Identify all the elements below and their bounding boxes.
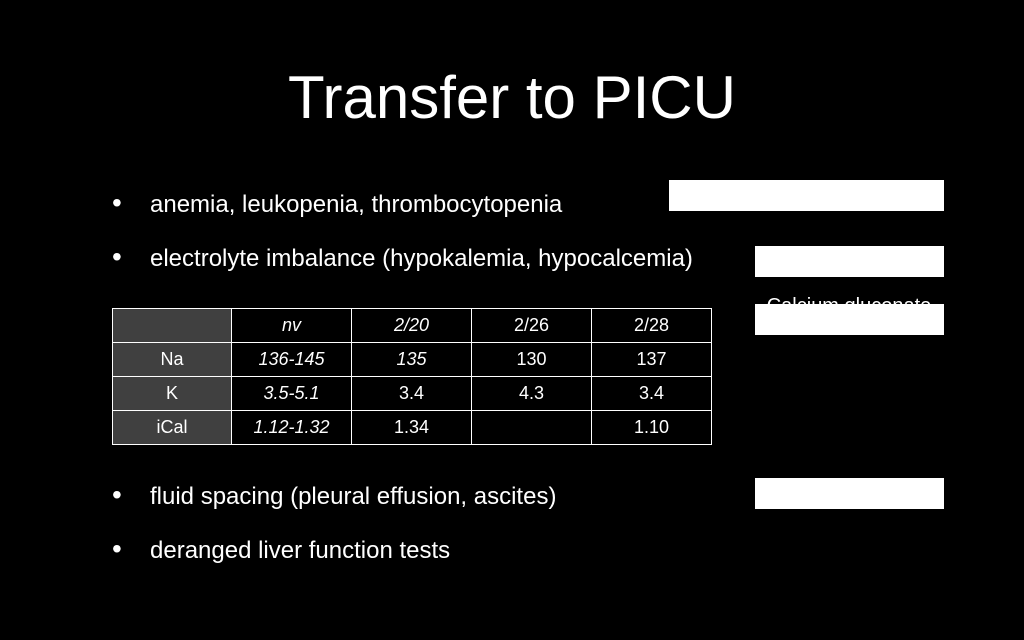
table-cell: 1.34 bbox=[352, 411, 472, 445]
table-cell: 136-145 bbox=[232, 343, 352, 377]
column-header-date: 2/28 bbox=[592, 309, 712, 343]
table-cell: 130 bbox=[472, 343, 592, 377]
table-cell: 4.3 bbox=[472, 377, 592, 411]
bullet-list-bottom bbox=[112, 478, 556, 586]
table-cell: 135 bbox=[352, 343, 472, 377]
bullet-list-top bbox=[112, 186, 693, 294]
redaction-box bbox=[669, 180, 944, 211]
table-corner-cell bbox=[113, 309, 232, 343]
redaction-box bbox=[755, 304, 944, 335]
bullet-icon: • bbox=[112, 241, 122, 272]
table-cell: 137 bbox=[592, 343, 712, 377]
row-label: iCal bbox=[113, 411, 232, 445]
bullet-text: fluid spacing (pleural effusion, ascites) bbox=[150, 483, 557, 510]
table-row bbox=[113, 411, 712, 445]
table-cell: 3.5-5.1 bbox=[232, 377, 352, 411]
bullet-item bbox=[112, 186, 693, 224]
row-label: Na bbox=[113, 343, 232, 377]
table-cell: 1.10 bbox=[592, 411, 712, 445]
column-header-date: 2/20 bbox=[352, 309, 472, 343]
bullet-icon: • bbox=[112, 533, 122, 564]
column-header-normal-values: nv bbox=[232, 309, 352, 343]
bullet-text: anemia, leukopenia, thrombocytopenia bbox=[150, 191, 563, 218]
bullet-item bbox=[112, 532, 556, 570]
redaction-box bbox=[755, 246, 944, 277]
column-header-date: 2/26 bbox=[472, 309, 592, 343]
redaction-box bbox=[755, 478, 944, 509]
table-row bbox=[113, 377, 712, 411]
bullet-text: electrolyte imbalance (hypokalemia, hypocalcemia) bbox=[150, 245, 693, 272]
table-row bbox=[113, 343, 712, 377]
table-header-row bbox=[113, 309, 712, 343]
row-label: K bbox=[113, 377, 232, 411]
lab-values-table bbox=[112, 308, 712, 445]
table-cell: 1.12-1.32 bbox=[232, 411, 352, 445]
bullet-text: deranged liver function tests bbox=[150, 537, 451, 564]
slide-title: Transfer to PICU bbox=[288, 64, 736, 131]
bullet-icon: • bbox=[112, 187, 122, 218]
table-cell bbox=[472, 411, 592, 445]
table-cell: 3.4 bbox=[592, 377, 712, 411]
table-cell: 3.4 bbox=[352, 377, 472, 411]
bullet-item bbox=[112, 478, 556, 516]
bullet-icon: • bbox=[112, 479, 122, 510]
bullet-item bbox=[112, 240, 693, 278]
